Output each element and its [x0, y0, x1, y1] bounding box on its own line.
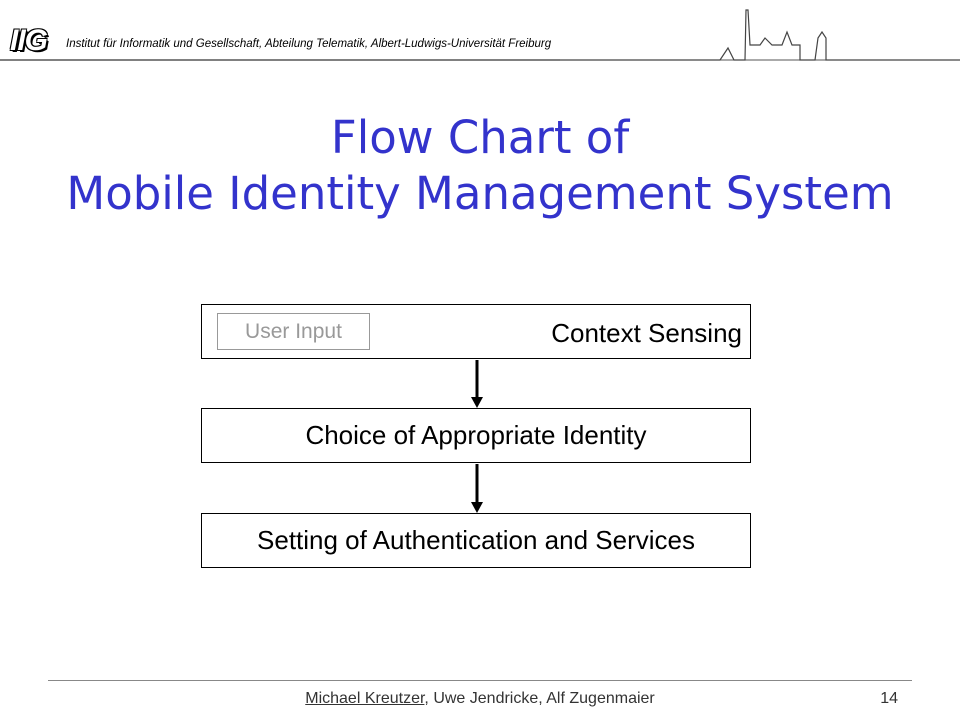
page-number: 14 — [880, 690, 898, 707]
iig-logo: IIG — [10, 24, 48, 57]
author-link[interactable]: Michael Kreutzer — [305, 690, 425, 707]
choice-identity-box — [201, 408, 751, 463]
footer-authors — [0, 690, 960, 708]
institute-name: Institut für Informatik und Gesellschaft, Abteilung Telematik, Albert-Ludwigs-Universität Freiburg — [66, 38, 552, 50]
freiburg-skyline-icon — [560, 0, 960, 70]
context-sensing-label: Context Sensing — [551, 318, 742, 348]
arrow-2 — [471, 464, 483, 513]
authors-rest: , Uwe Jendricke, Alf Zugenmaier — [424, 690, 655, 707]
slide-title — [0, 110, 960, 222]
footer-rule — [48, 680, 912, 681]
context-sensing-box — [201, 304, 751, 359]
authentication-services-box — [201, 513, 751, 568]
title-line-2: Mobile Identity Management System — [66, 167, 894, 220]
arrow-1 — [471, 360, 483, 408]
user-input-box: User Input — [217, 313, 370, 350]
choice-identity-label: Choice of Appropriate Identity — [305, 420, 647, 450]
title-line-1: Flow Chart of — [330, 111, 630, 164]
authentication-services-label: Setting of Authentication and Services — [257, 525, 695, 555]
